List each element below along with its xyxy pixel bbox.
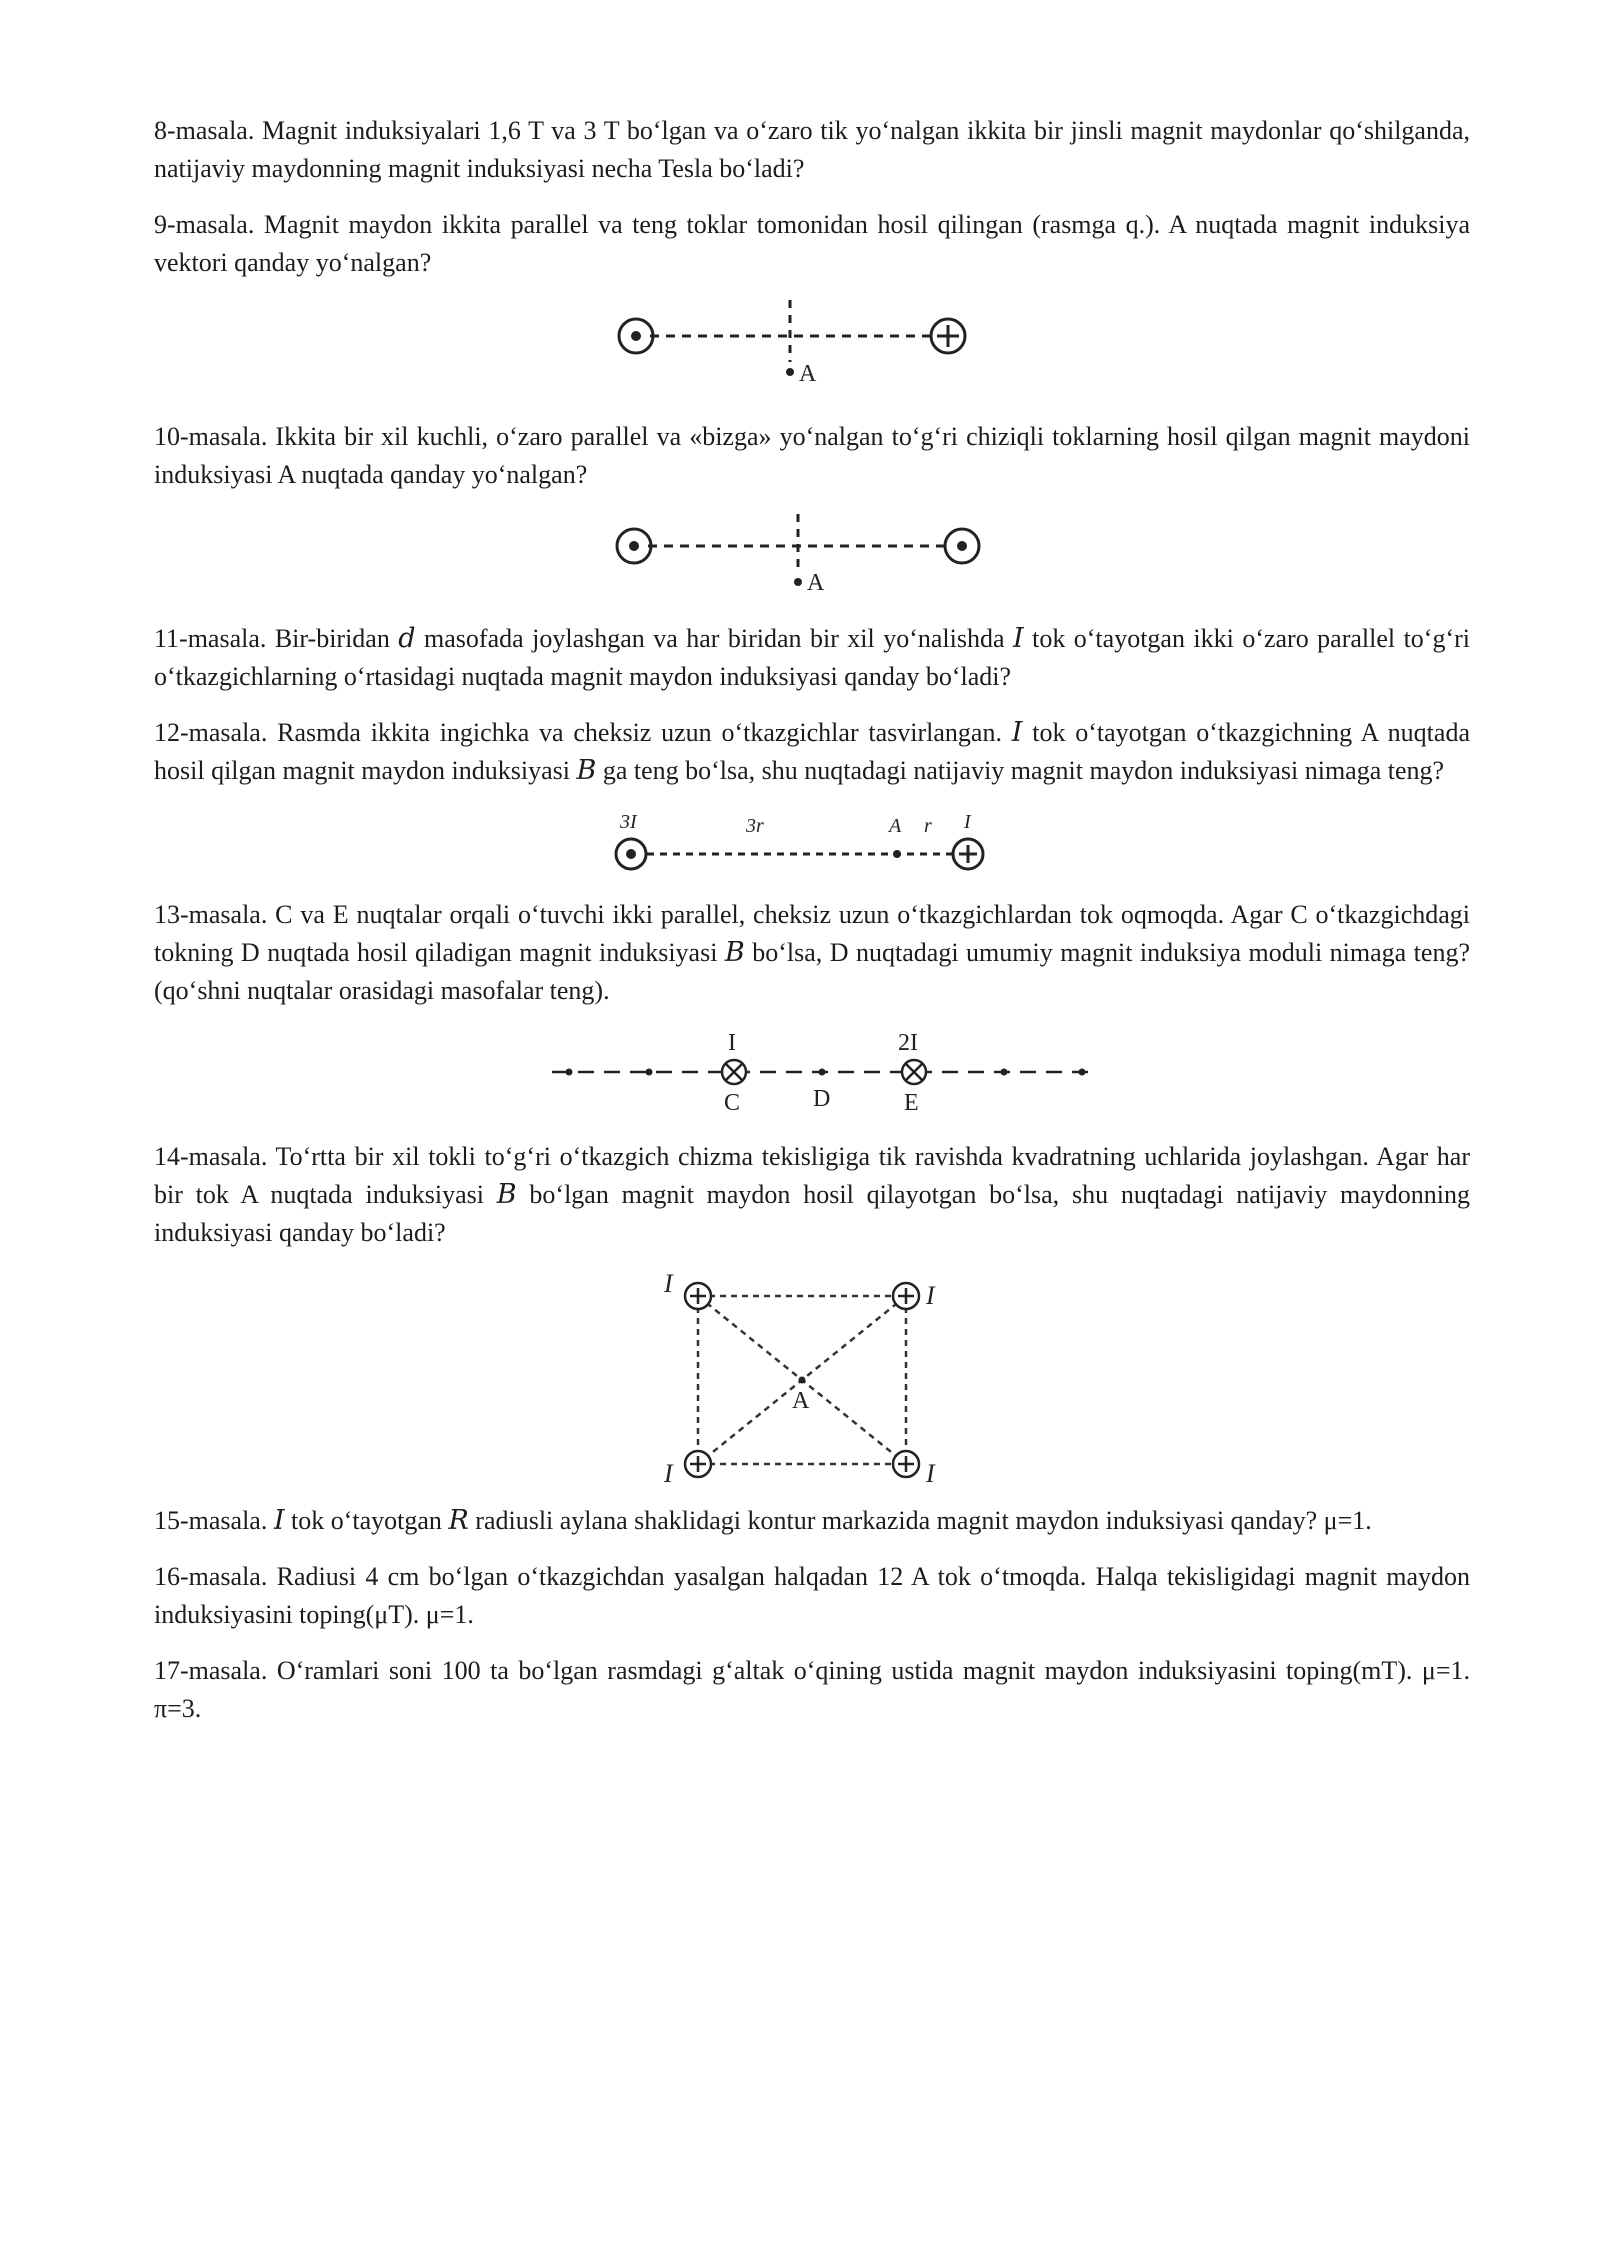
- problem-12-text-1: 12-masala. Rasmda ikkita ingichka va cheksiz uzun o‘tkazgichlar tasvirlangan.: [154, 718, 1012, 747]
- figure-10: [154, 512, 1470, 602]
- figure-10-diagram: [612, 512, 992, 602]
- problem-11-text-3: tok o‘tayotgan ikki o‘zaro parallel to‘g‘ri o‘tkazgichlarning o‘rtasidagi nuqtada magnit maydon induksiyasi qanday bo‘ladi?: [154, 624, 1470, 691]
- current-symbol: I: [273, 1505, 285, 1536]
- problem-15: [154, 1502, 1470, 1540]
- current-label-top-right: I: [926, 1281, 935, 1310]
- center-point-label: A: [792, 1388, 810, 1414]
- figure-9: [154, 300, 1470, 400]
- current-label-bottom-right: I: [926, 1459, 935, 1488]
- problem-13-text-2: bo‘lsa, D nuqtadagi umumiy magnit induksiya moduli nimaga teng? (qo‘shni nuqtalar orasidagi masofalar teng).: [154, 938, 1470, 1005]
- figure-14: [154, 1269, 1470, 1488]
- current-e-label: 2I: [898, 1030, 918, 1056]
- figure-9-diagram: [618, 300, 978, 400]
- problem-12-text-2: tok o‘tayotgan o‘tkazgichning A nuqtada hosil qilgan magnit maydon induksiyasi: [154, 718, 1470, 785]
- problem-14-text-1: 14-masala. To‘rtta bir xil tokli to‘g‘ri o‘tkazgich chizma tekisligiga tik ravishda kvadratning uchlarida joylashgan. Agar har bir tok A nuqtada induksiyasi: [154, 1142, 1470, 1209]
- point-a-marker: [794, 578, 802, 586]
- problem-13: [154, 896, 1470, 1010]
- figure-9-point-label: A: [799, 361, 817, 387]
- figure-13-diagram: [552, 1028, 1092, 1120]
- problem-15-text-2: tok o‘tayotgan: [284, 1506, 449, 1535]
- point-a-marker: [786, 368, 794, 376]
- left-distance-label: 3r: [746, 815, 764, 837]
- current-symbol: I: [1011, 717, 1023, 748]
- problem-12: [154, 714, 1470, 790]
- figure-12: [154, 808, 1470, 878]
- problem-15-text-1: 15-masala.: [154, 1506, 274, 1535]
- induction-symbol: B: [724, 937, 745, 968]
- right-current-label: I: [964, 811, 971, 833]
- problem-11-text-1: 11-masala. Bir-biridan: [154, 624, 399, 653]
- point-c-label: C: [724, 1090, 741, 1116]
- problem-11-text-2: masofada joylashgan va har biridan bir xil yo‘nalishda: [415, 624, 1013, 653]
- problem-16: 16-masala. Radiusi 4 cm bo‘lgan o‘tkazgichdan yasalgan halqadan 12 A tok o‘tmoqda. Halqa tekisligidagi magnit maydon induksiyasini toping(μT). μ=1.: [154, 1562, 1470, 1629]
- distance-symbol: d: [398, 623, 416, 654]
- radius-symbol: R: [448, 1505, 469, 1536]
- point-d-marker: [819, 1069, 826, 1076]
- worksheet: [154, 112, 1470, 1746]
- right-distance-label: r: [924, 815, 932, 837]
- point-e-label: E: [904, 1090, 919, 1116]
- problem-14-text-2: bo‘lgan magnit maydon hosil qilayotgan bo‘lsa, shu nuqtadagi natijaviy maydonning induksiyasi qanday bo‘ladi?: [154, 1180, 1470, 1247]
- problem-8: 8-masala. Magnit induksiyalari 1,6 T va 3 T bo‘lgan va o‘zaro tik yo‘nalgan ikkita bir jinsli magnit maydonlar qo‘shilganda, natijaviy maydonning magnit induksiyasi necha Tesla bo‘ladi?: [154, 116, 1470, 183]
- problem-11: [154, 620, 1470, 696]
- problem-12-text-3: ga teng bo‘lsa, shu nuqtadagi natijaviy magnit maydon induksiyasi nimaga teng?: [596, 756, 1445, 785]
- current-symbol: I: [1012, 623, 1024, 654]
- figure-14-diagram: [656, 1269, 986, 1488]
- current-c-label: I: [728, 1030, 736, 1056]
- point-d-label: D: [813, 1086, 831, 1112]
- figure-10-point-label: A: [807, 570, 825, 596]
- point-a-marker: [799, 1377, 806, 1384]
- induction-symbol: B: [496, 1179, 517, 1210]
- left-current-label: 3I: [620, 811, 637, 833]
- induction-symbol: B: [576, 755, 597, 786]
- problem-17: 17-masala. O‘ramlari soni 100 ta bo‘lgan rasmdagi g‘altak o‘qining ustida magnit maydon induksiyasini toping(mT). μ=1. π=3.: [154, 1656, 1470, 1723]
- problem-10: 10-masala. Ikkita bir xil kuchli, o‘zaro parallel va «bizga» yo‘nalgan to‘g‘ri chiziqli toklarning hosil qilgan magnit maydoni induksiyasi A nuqtada qanday yo‘nalgan?: [154, 422, 1470, 489]
- problem-13-text-1: 13-masala. C va E nuqtalar orqali o‘tuvchi ikki parallel, cheksiz uzun o‘tkazgichlardan tok oqmoqda. Agar C o‘tkazgichdagi tokning D nuqtada hosil qiladigan magnit induksiyasi: [154, 900, 1470, 967]
- problem-9: 9-masala. Magnit maydon ikkita parallel va teng toklar tomonidan hosil qilingan (rasmga q.). A nuqtada magnit induksiya vektori qanday yo‘nalgan?: [154, 210, 1470, 277]
- current-label-top-left: I: [664, 1269, 673, 1298]
- figure-13: [154, 1028, 1470, 1120]
- point-a-marker: [893, 850, 901, 858]
- point-a-label: A: [889, 815, 902, 837]
- problem-15-text-3: radiusli aylana shaklidagi kontur markazida magnit maydon induksiyasi qanday? μ=1.: [468, 1506, 1372, 1535]
- current-label-bottom-left: I: [664, 1459, 673, 1488]
- problem-14: [154, 1138, 1470, 1252]
- figure-12-diagram: [614, 808, 1014, 878]
